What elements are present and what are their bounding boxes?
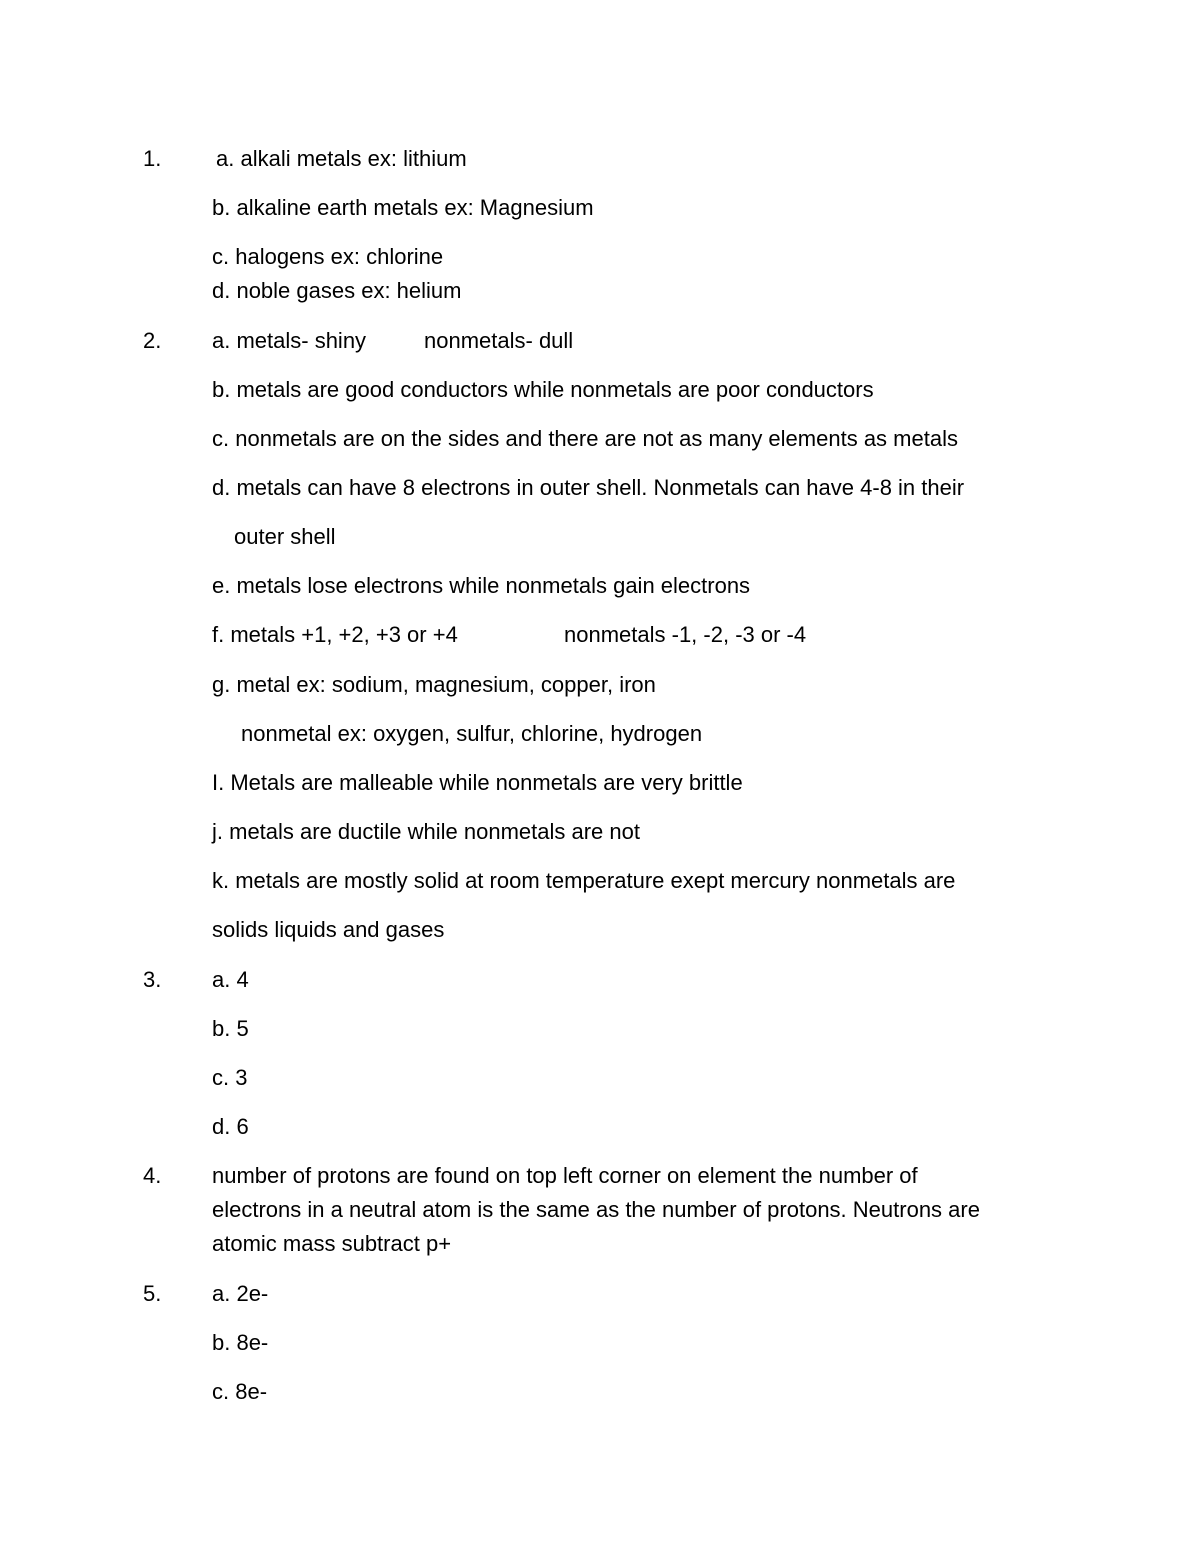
item-number: 5. <box>143 1281 162 1306</box>
answer-line: j. metals are ductile while nonmetals are not <box>212 819 640 844</box>
answer-line: e. metals lose electrons while nonmetals gain electrons <box>212 573 751 598</box>
answer-line: nonmetals- dull <box>424 328 574 353</box>
item-number: 3. <box>143 967 162 992</box>
answer-line: a. alkali metals ex: lithium <box>216 146 467 171</box>
answer-line: solids liquids and gases <box>212 917 445 942</box>
answer-line: g. metal ex: sodium, magnesium, copper, iron <box>212 672 656 697</box>
answer-line: a. 4 <box>212 967 249 992</box>
answer-line: I. Metals are malleable while nonmetals are very brittle <box>212 770 743 795</box>
answer-line: d. metals can have 8 electrons in outer shell. Nonmetals can have 4-8 in their <box>212 475 965 500</box>
item-number: 1. <box>143 146 162 171</box>
answer-line: d. noble gases ex: helium <box>212 278 462 303</box>
answer-line: electrons in a neutral atom is the same as the number of protons. Neutrons are <box>212 1197 980 1222</box>
answer-line: b. alkaline earth metals ex: Magnesium <box>212 195 594 220</box>
answer-line: f. metals +1, +2, +3 or +4 <box>212 622 458 647</box>
item-number: 4. <box>143 1163 162 1188</box>
answer-line: d. 6 <box>212 1114 249 1139</box>
answer-line: c. halogens ex: chlorine <box>212 244 444 269</box>
answer-line: b. metals are good conductors while nonmetals are poor conductors <box>212 377 874 402</box>
answer-line: c. 8e- <box>212 1379 268 1404</box>
answer-line: b. 8e- <box>212 1330 269 1355</box>
answer-line: outer shell <box>234 524 336 549</box>
answer-line: atomic mass subtract p+ <box>212 1231 452 1256</box>
answer-line: c. nonmetals are on the sides and there are not as many elements as metals <box>212 426 958 451</box>
answer-line: k. metals are mostly solid at room temperature exept mercury nonmetals are <box>212 868 956 893</box>
item-number: 2. <box>143 328 162 353</box>
answer-line: a. 2e- <box>212 1281 269 1306</box>
answer-line: nonmetal ex: oxygen, sulfur, chlorine, hydrogen <box>241 721 703 746</box>
answer-line: c. 3 <box>212 1065 248 1090</box>
answer-line: number of protons are found on top left corner on element the number of <box>212 1163 918 1188</box>
answer-line: a. metals- shiny <box>212 328 367 353</box>
answer-line: b. 5 <box>212 1016 249 1041</box>
answer-line: nonmetals -1, -2, -3 or -4 <box>564 622 807 647</box>
